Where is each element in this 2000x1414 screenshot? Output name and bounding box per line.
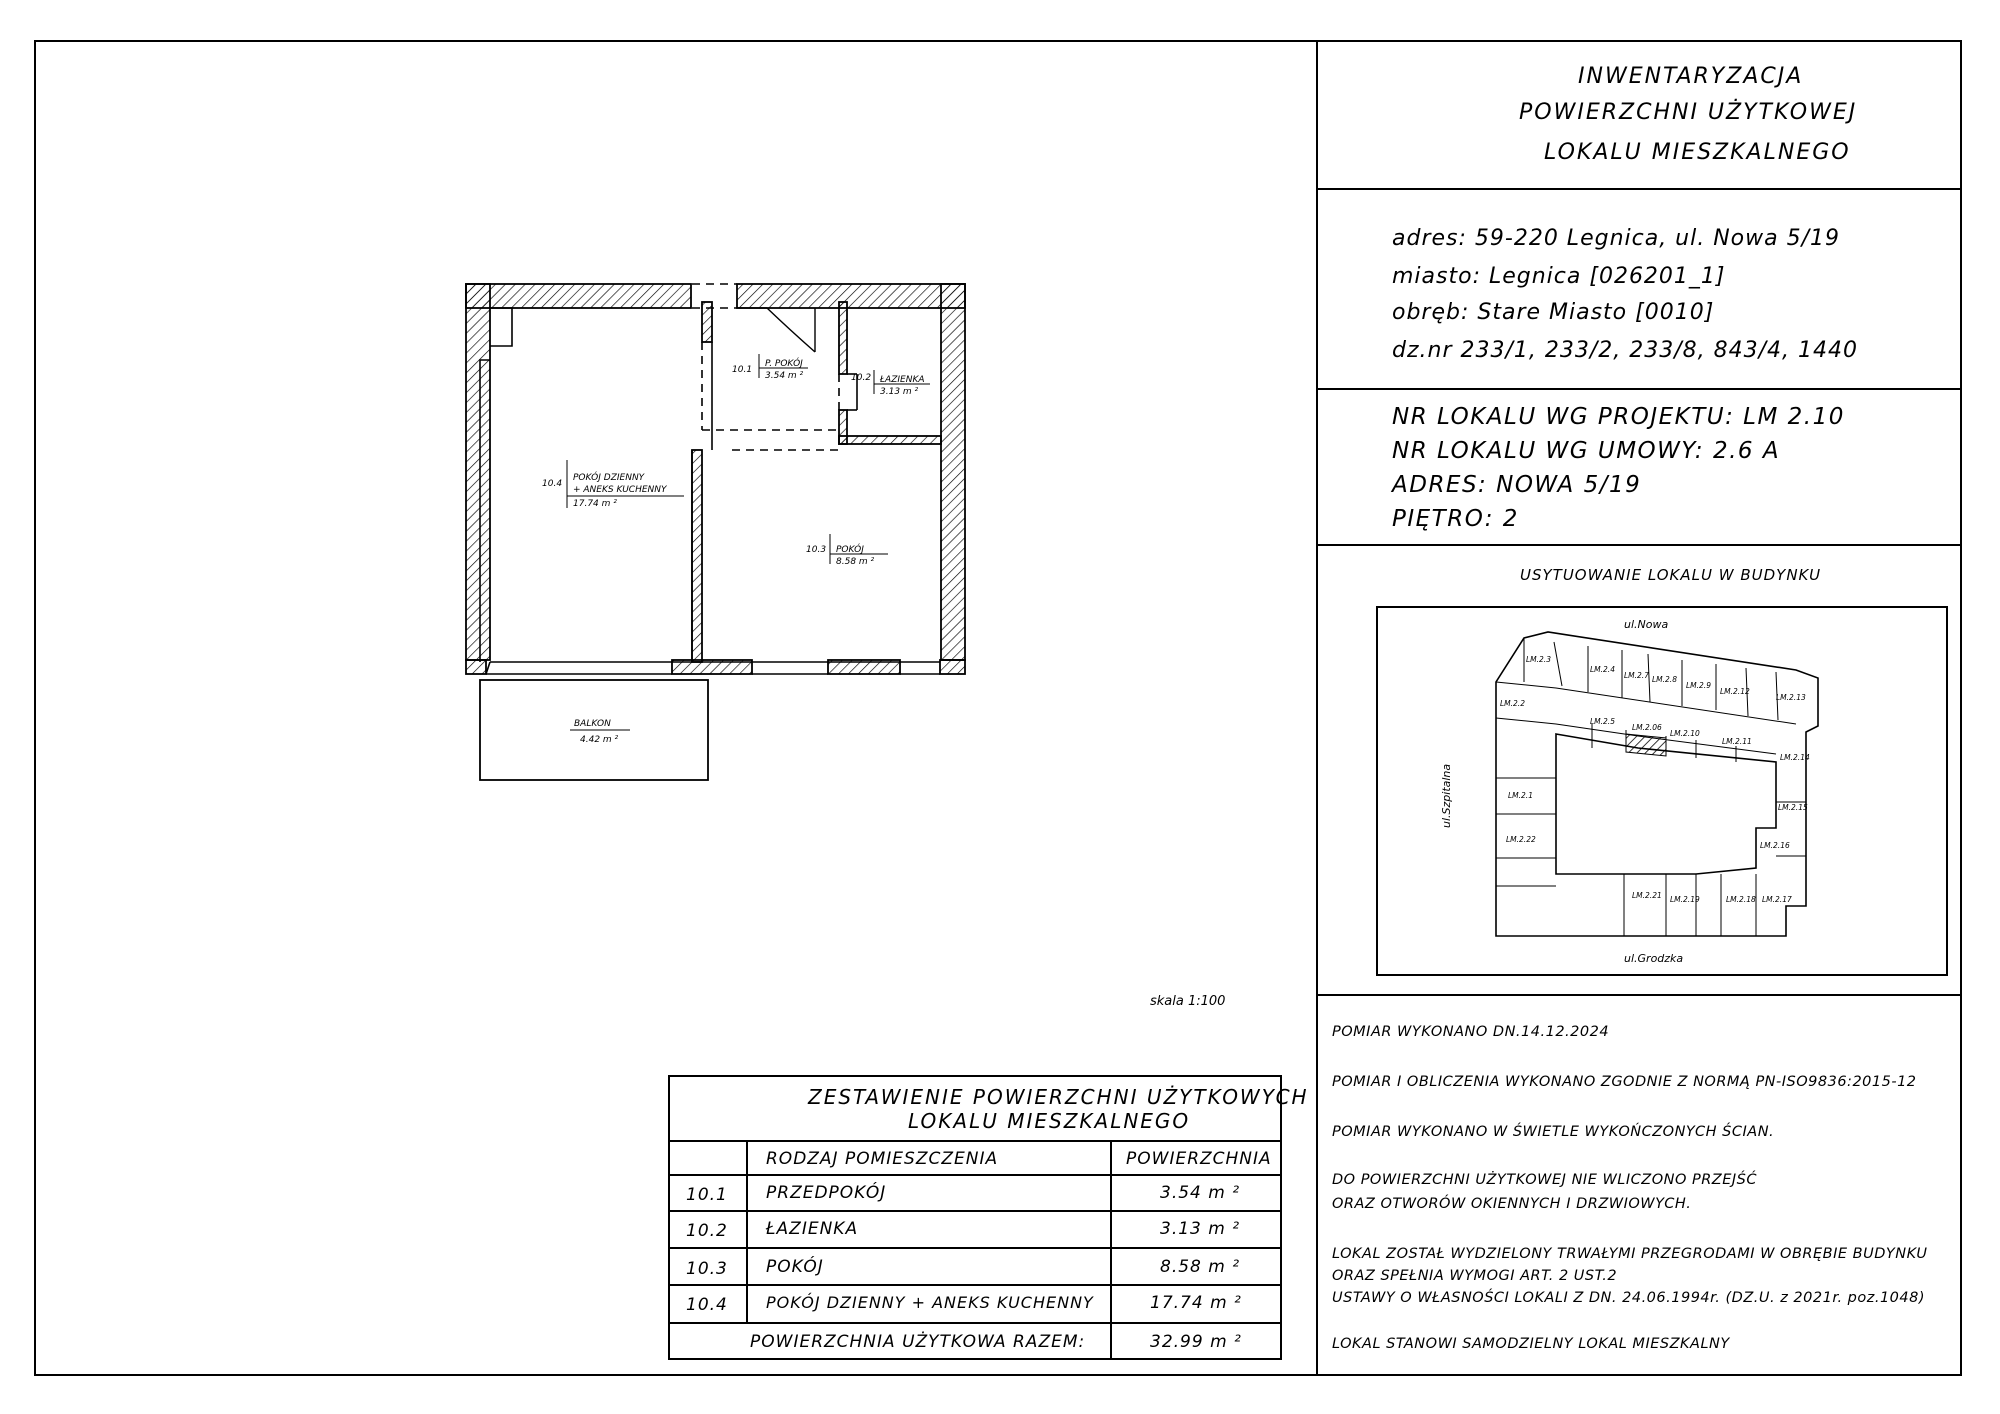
unit-label: LM.2.10 <box>1670 729 1700 738</box>
row-name: ŁAZIENKA <box>766 1219 859 1239</box>
note-separation-1: LOKAL ZOSTAŁ WYDZIELONY TRWAŁYMI PRZEGRODAMI W OBRĘBIE BUDYNKU <box>1332 1246 1928 1262</box>
unit-label: LM.2.19 <box>1670 895 1700 904</box>
area-summary-table <box>668 1075 1309 1360</box>
room-10-3-name: POKÓJ <box>836 545 864 555</box>
unit-label: LM.2.15 <box>1778 803 1808 812</box>
unit-label: LM.2.22 <box>1506 835 1536 844</box>
street-grodzka: ul.Grodzka <box>1624 952 1684 965</box>
city-line: miasto: Legnica [026201_1] <box>1392 264 1726 289</box>
table-title-1: ZESTAWIENIE POWIERZCHNI UŻYTKOWYCH <box>808 1085 1309 1109</box>
unit-label: LM.2.21 <box>1632 891 1662 900</box>
row-area: 3.13 m ² <box>1160 1219 1241 1239</box>
street-nowa: ul.Nowa <box>1624 618 1669 631</box>
divider-4 <box>1316 994 1962 996</box>
room-10-4-area: 17.74 m ² <box>573 499 617 509</box>
row-area: 3.54 m ² <box>1160 1183 1241 1203</box>
row-name: POKÓJ DZIENNY + ANEKS KUCHENNY <box>766 1293 1094 1312</box>
project-unit-number: NR LOKALU WG PROJEKTU: LM 2.10 <box>1392 404 1845 430</box>
room-10-4-name-2: + ANEKS KUCHENNY <box>573 485 667 495</box>
unit-label: LM.2.5 <box>1590 717 1615 726</box>
note-separation-2: ORAZ SPEŁNIA WYMOGI ART. 2 UST.2 <box>1332 1268 1618 1284</box>
site-plan <box>1376 606 1948 976</box>
room-10-4-number: 10.4 <box>542 479 563 489</box>
address-line: adres: 59-220 Legnica, ul. Nowa 5/19 <box>1392 226 1841 251</box>
unit-label: LM.2.16 <box>1760 841 1790 850</box>
note-independent: LOKAL STANOWI SAMODZIELNY LOKAL MIESZKALNY <box>1332 1336 1730 1352</box>
room-10-2-number: 10.2 <box>851 373 872 383</box>
floor-plan <box>440 270 1000 790</box>
unit-label: LM.2.18 <box>1726 895 1756 904</box>
unit-label: LM.2.9 <box>1686 681 1711 690</box>
column-header-type: RODZAJ POMIESZCZENIA <box>766 1149 999 1169</box>
scale-label: skala 1:100 <box>1150 994 1226 1009</box>
unit-label: LM.2.8 <box>1652 675 1677 684</box>
street-szpitalna: ul.Szpitalna <box>1440 763 1453 828</box>
note-exclusions-1: DO POWIERZCHNI UŻYTKOWEJ NIE WLICZONO PRZEJŚĆ <box>1332 1172 1758 1188</box>
title-line-3: LOKALU MIESZKALNEGO <box>1544 140 1851 165</box>
row-name: POKÓJ <box>766 1257 824 1277</box>
row-number: 10.3 <box>686 1259 728 1279</box>
room-10-3-area: 8.58 m ² <box>836 557 875 567</box>
unit-label: LM.2.14 <box>1780 753 1810 762</box>
unit-label: LM.2.2 <box>1500 699 1525 708</box>
floor-number: PIĘTRO: 2 <box>1392 506 1519 532</box>
unit-label: LM.2.7 <box>1624 671 1649 680</box>
note-measurement-date: POMIAR WYKONANO DN.14.12.2024 <box>1332 1024 1610 1040</box>
balcony-name: BALKON <box>574 719 611 729</box>
row-number: 10.2 <box>686 1221 728 1241</box>
room-10-1-number: 10.1 <box>732 365 753 375</box>
room-10-4-name-1: POKÓJ DZIENNY <box>573 473 645 483</box>
title-column-divider <box>1316 40 1318 1376</box>
title-line-2: POWIERZCHNI UŻYTKOWEJ <box>1519 100 1858 125</box>
room-10-1-area: 3.54 m ² <box>765 371 804 381</box>
unit-label: LM.2.13 <box>1776 693 1806 702</box>
column-header-area: POWIERZCHNIA <box>1126 1149 1272 1169</box>
unit-label: LM.2.4 <box>1590 665 1615 674</box>
room-10-2-area: 3.13 m ² <box>880 387 919 397</box>
room-10-2-name: ŁAZIENKA <box>880 375 925 385</box>
unit-label: LM.2.3 <box>1526 655 1551 664</box>
parcel-line: dz.nr 233/1, 233/2, 233/8, 843/4, 1440 <box>1392 338 1859 363</box>
unit-label: LM.2.06 <box>1632 723 1662 732</box>
row-number: 10.1 <box>686 1185 728 1205</box>
unit-label: LM.2.12 <box>1720 687 1750 696</box>
unit-label: LM.2.1 <box>1508 791 1533 800</box>
title-line-1: INWENTARYZACJA <box>1578 64 1804 89</box>
unit-address: ADRES: NOWA 5/19 <box>1392 472 1642 498</box>
precinct-line: obręb: Stare Miasto [0010] <box>1392 300 1715 325</box>
row-number: 10.4 <box>686 1295 728 1315</box>
unit-label: LM.2.11 <box>1722 737 1752 746</box>
balcony-area: 4.42 m ² <box>580 735 619 745</box>
note-separation-3: USTAWY O WŁASNOŚCI LOKALI Z DN. 24.06.1994r. (DZ.U. z 2021r. poz.1048) <box>1332 1290 1926 1306</box>
divider-2 <box>1316 388 1962 390</box>
unit-label: LM.2.17 <box>1762 895 1792 904</box>
room-10-1-name: P. POKÓJ <box>765 359 803 369</box>
room-10-3-number: 10.3 <box>806 545 827 555</box>
row-area: 8.58 m ² <box>1160 1257 1241 1277</box>
contract-unit-number: NR LOKALU WG UMOWY: 2.6 A <box>1392 438 1781 464</box>
divider-3 <box>1316 544 1962 546</box>
site-plan-heading: USYTUOWANIE LOKALU W BUDYNKU <box>1520 566 1822 584</box>
total-value: 32.99 m ² <box>1150 1332 1242 1352</box>
row-area: 17.74 m ² <box>1150 1293 1242 1313</box>
row-name: PRZEDPOKÓJ <box>766 1183 887 1203</box>
total-label: POWIERZCHNIA UŻYTKOWA RAZEM: <box>750 1332 1086 1352</box>
note-standard: POMIAR I OBLICZENIA WYKONANO ZGODNIE Z NORMĄ PN-ISO9836:2015-12 <box>1332 1074 1917 1090</box>
divider-1 <box>1316 188 1962 190</box>
note-exclusions-2: ORAZ OTWORÓW OKIENNYCH I DRZWIOWYCH. <box>1332 1196 1692 1212</box>
note-walls: POMIAR WYKONANO W ŚWIETLE WYKOŃCZONYCH ŚCIAN. <box>1332 1124 1775 1140</box>
table-title-2: LOKALU MIESZKALNEGO <box>908 1109 1191 1133</box>
